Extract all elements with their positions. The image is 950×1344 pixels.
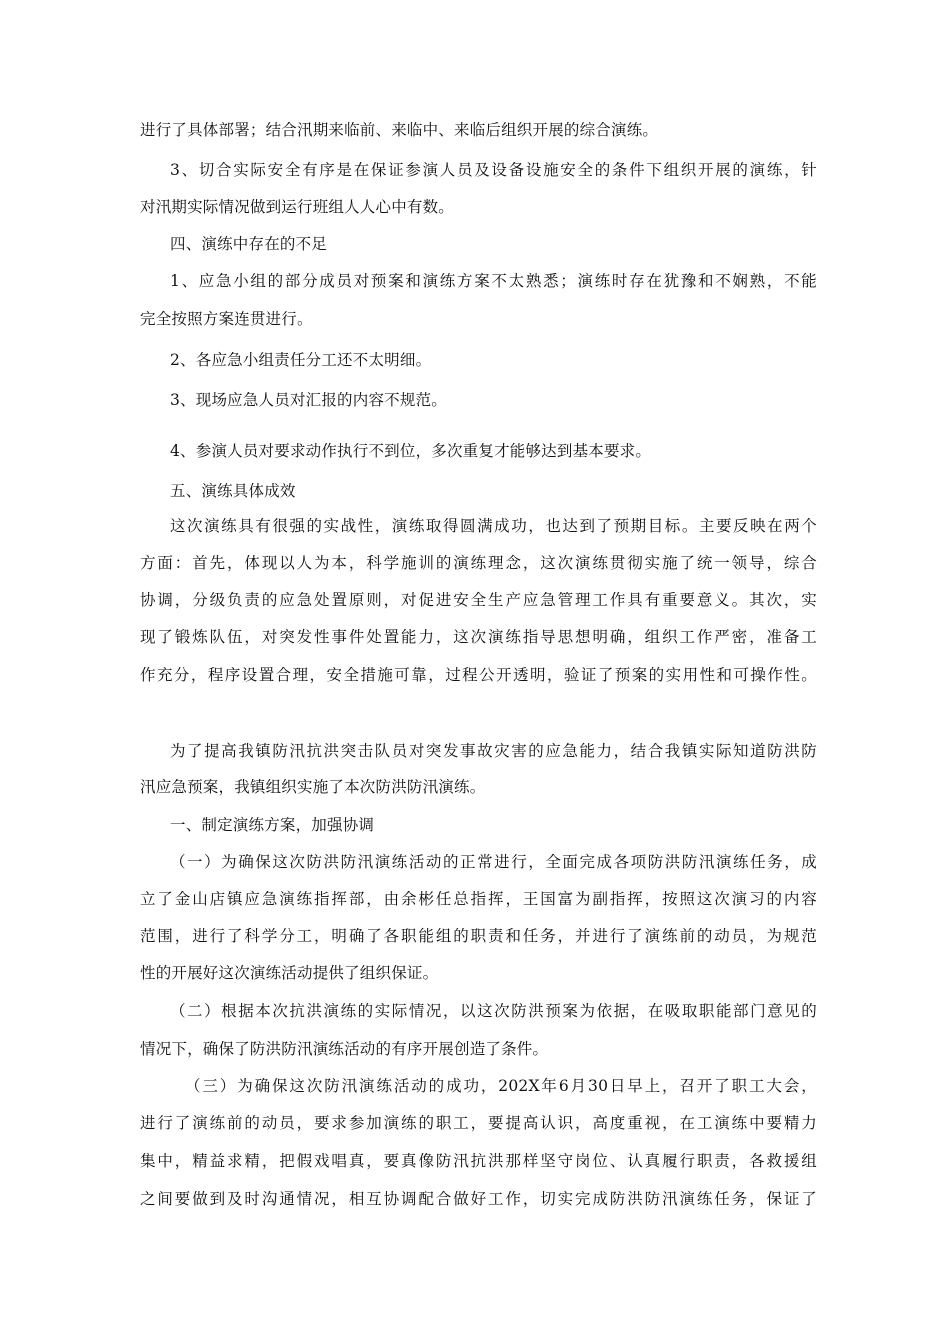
text-line: （三）为确保这次防汛演练活动的成功，202X年6月30日早上，召开了职工大会， xyxy=(185,1077,817,1095)
text-line: 为了提高我镇防汛抗洪突击队员对突发事故灾害的应急能力，结合我镇实际知道防洪防 xyxy=(170,742,817,760)
text-line: 立了金山店镇应急演练指挥部，由余彬任总指挥，王国富为副指挥，按照这次演习的内容 xyxy=(140,890,817,908)
text-line: 对汛期实际情况做到运行班组人人心中有数。 xyxy=(140,198,455,216)
text-line: 2、各应急小组责任分工还不太明细。 xyxy=(170,351,432,369)
text-line: 3、切合实际安全有序是在保证参演人员及设备设施安全的条件下组织开展的演练，针 xyxy=(170,161,817,179)
section-heading: 四、演练中存在的不足 xyxy=(170,235,328,253)
text-line: 这次演练具有很强的实战性，演练取得圆满成功，也达到了预期目标。主要反映在两个 xyxy=(170,517,817,535)
section-heading: 五、演练具体成效 xyxy=(170,482,296,500)
text-line: 3、现场应急人员对汇报的内容不规范。 xyxy=(170,391,447,409)
section-heading: 一、制定演练方案，加强协调 xyxy=(170,816,375,834)
text-line: 进行了演练前的动员，要求参加演练的职工，要提高认识，高度重视，在工演练中要精力 xyxy=(140,1114,817,1132)
text-line: 之间要做到及时沟通情况，相互协调配合做好工作，切实完成防洪防汛演练任务，保证了 xyxy=(140,1190,817,1208)
text-line: 方面：首先，体现以人为本，科学施训的演练理念，这次演练贯彻实施了统一领导，综合 xyxy=(140,554,817,572)
text-line: （一）为确保这次防洪防汛演练活动的正常进行，全面完成各项防洪防汛演练任务，成 xyxy=(170,853,817,871)
text-line: 协调，分级负责的应急处置原则，对促进安全生产应急管理工作具有重要意义。其次，实 xyxy=(140,591,817,609)
text-line: （二）根据本次抗洪演练的实际情况，以这次防洪预案为依据，在吸取职能部门意见的 xyxy=(170,1002,817,1020)
text-line: 汛应急预案，我镇组织实施了本次防洪防汛演练。 xyxy=(140,778,486,796)
text-line: 现了锻炼队伍，对突发性事件处置能力，这次演练指导思想明确，组织工作严密，准备工 xyxy=(140,628,817,646)
text-line: 情况下，确保了防洪防汛演练活动的有序开展创造了条件。 xyxy=(140,1040,549,1058)
text-line: 范围，进行了科学分工，明确了各职能组的职责和任务，并进行了演练前的动员，为规范 xyxy=(140,927,817,945)
text-line: 4、参演人员对要求动作执行不到位，多次重复才能够达到基本要求。 xyxy=(170,442,652,460)
text-line: 作充分，程序设置合理，安全措施可靠，过程公开透明，验证了预案的实用性和可操作性。 xyxy=(140,666,817,684)
text-line: 集中，精益求精，把假戏唱真，要真像防汛抗洪那样坚守岗位、认真履行职责，各救援组 xyxy=(140,1152,817,1170)
text-line: 进行了具体部署；结合汛期来临前、来临中、来临后组织开展的综合演练。 xyxy=(140,121,659,139)
text-line: 完全按照方案连贯进行。 xyxy=(140,310,313,328)
text-line: 性的开展好这次演练活动提供了组织保证。 xyxy=(140,964,439,982)
text-line: 1、应急小组的部分成员对预案和演练方案不太熟悉；演练时存在犹豫和不娴熟，不能 xyxy=(170,272,817,290)
